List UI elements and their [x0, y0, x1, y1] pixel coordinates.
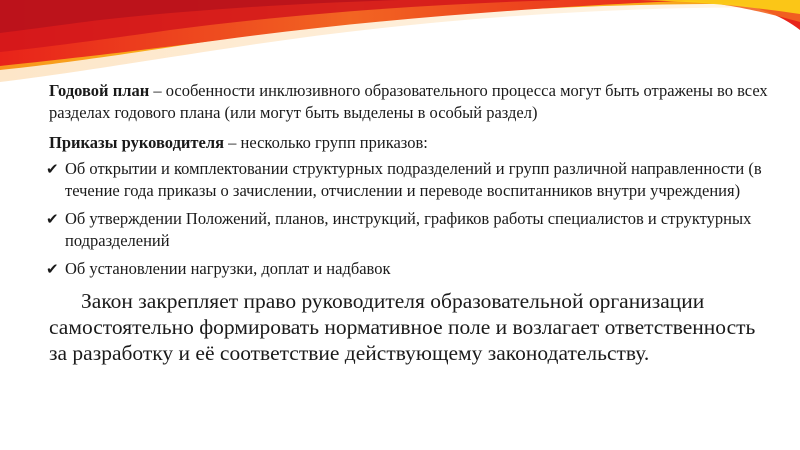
list-item: [46, 158, 769, 202]
orders-text: – несколько групп приказов:: [224, 133, 428, 152]
annual-plan-text: – особенности инклюзивного образовательного процесса могут быть отражены во всех разделах годового плана (или могут быть выделены в особый раздел): [49, 81, 768, 122]
checkmark-icon: ✔: [46, 260, 59, 278]
list-item-text: Об открытии и комплектовании структурных подразделений и групп различной направленности (в течение года приказы о зачислении, отчислении и переводе воспитанников внутри учреждения): [65, 159, 762, 200]
orders-term: Приказы руководителя: [49, 133, 225, 152]
orders-paragraph: [49, 132, 769, 154]
list-item: [46, 258, 769, 280]
decorative-swoosh-header: [0, 0, 800, 90]
slide-content: [46, 80, 769, 366]
law-statement: Закон закрепляет право руководителя образовательной организации самостоятельно формировать нормативное поле и возлагает ответственность за разработку и её соответствие действующему законодательству.: [49, 289, 756, 365]
annual-plan-term: Годовой план: [49, 81, 150, 100]
list-item: [46, 208, 769, 252]
annual-plan-paragraph: [49, 80, 769, 124]
list-item-text: Об утверждении Положений, планов, инструкций, графиков работы специалистов и структурных подразделений: [65, 209, 752, 250]
checkmark-icon: ✔: [46, 160, 59, 178]
orders-list: [46, 158, 769, 280]
list-item-text: Об установлении нагрузки, доплат и надбавок: [65, 259, 391, 278]
checkmark-icon: ✔: [46, 210, 59, 228]
